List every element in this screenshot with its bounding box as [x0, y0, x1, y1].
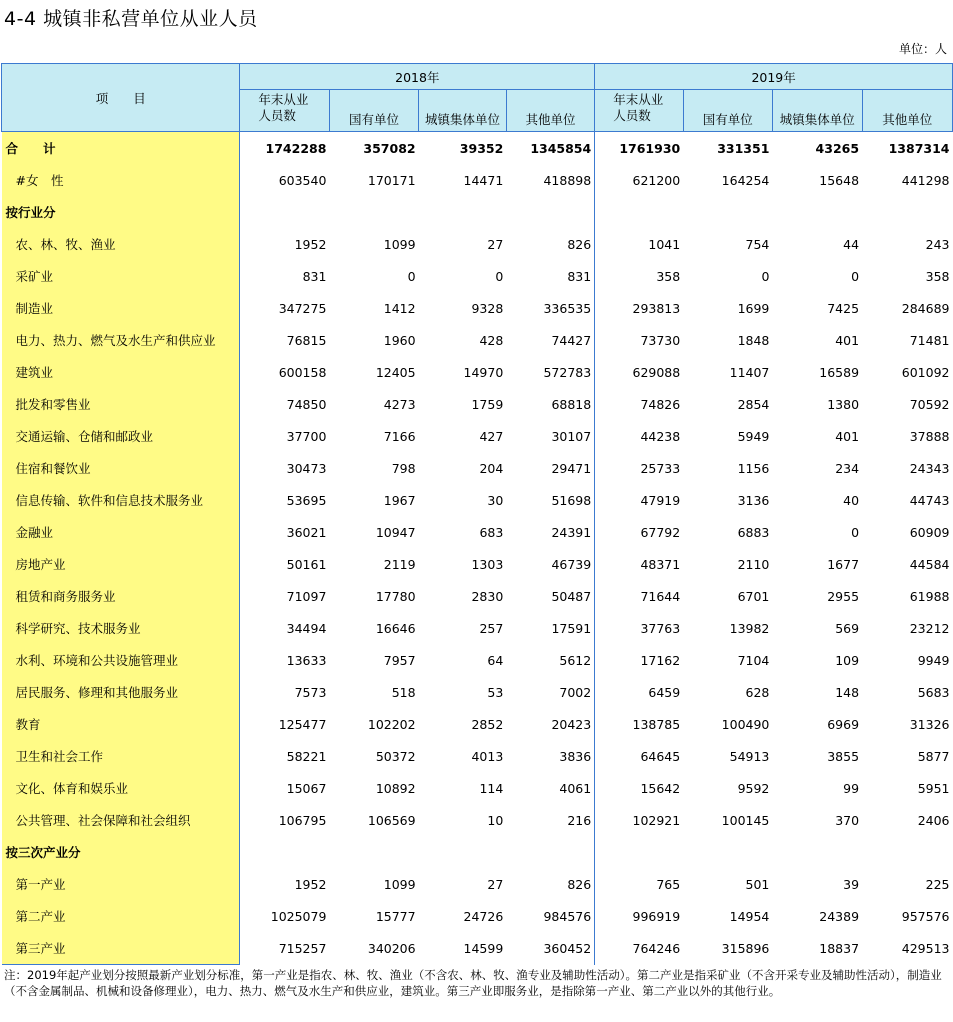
cell-value: 71644	[640, 588, 681, 604]
cell-value: 60909	[909, 524, 950, 540]
header-year-2019: 2019年	[595, 64, 953, 90]
header-col-2019-3: 其他单位	[862, 90, 952, 132]
cell-value: 621200	[632, 172, 681, 188]
cell-value: 2119	[383, 556, 416, 572]
cell-value: 370	[835, 812, 860, 828]
cell-value: 831	[302, 268, 327, 284]
row-label: 采矿业	[2, 260, 240, 292]
table-row	[2, 260, 953, 292]
cell-value: 1099	[383, 236, 416, 252]
cell-value: 16646	[375, 620, 416, 636]
table-row	[2, 292, 953, 324]
cell-value: 37888	[909, 428, 950, 444]
cell-value: 1761930	[619, 140, 681, 156]
cell-value: 1380	[827, 396, 860, 412]
cell-value: 50487	[506, 580, 594, 612]
cell-value: 102921	[632, 812, 681, 828]
cell-value: 340206	[367, 940, 416, 956]
cell-value: 715257	[278, 940, 327, 956]
cell-value: 996919	[632, 908, 681, 924]
cell-value	[240, 196, 330, 228]
cell-value: 24391	[506, 516, 594, 548]
table-row	[2, 420, 953, 452]
cell-value: 99	[843, 780, 860, 796]
row-label: 住宿和餐饮业	[2, 452, 240, 484]
cell-value: 441298	[901, 172, 950, 188]
cell-value: 5683	[917, 684, 950, 700]
cell-value: 6969	[827, 716, 860, 732]
cell-value: 765	[656, 876, 681, 892]
header-col-2018-2: 城镇集体单位	[419, 90, 507, 132]
cell-value: 1099	[383, 876, 416, 892]
cell-value: 1967	[383, 492, 416, 508]
cell-value: 1759	[471, 396, 504, 412]
row-label: 第三产业	[2, 932, 240, 965]
cell-value: 1848	[737, 332, 770, 348]
cell-value: 4061	[506, 772, 594, 804]
cell-value: 293813	[632, 300, 681, 316]
row-label: 卫生和社会工作	[2, 740, 240, 772]
cell-value: 764246	[632, 940, 681, 956]
header-col-2019-0: 年末从业 人员数	[595, 90, 684, 132]
row-label: 电力、热力、燃气及水生产和供应业	[2, 324, 240, 356]
cell-value	[862, 836, 952, 868]
cell-value: 44584	[909, 556, 950, 572]
row-label: 科学研究、技术服务业	[2, 612, 240, 644]
cell-value: 754	[745, 236, 770, 252]
row-label: 建筑业	[2, 356, 240, 388]
cell-value: 234	[835, 460, 860, 476]
cell-value: 358	[656, 268, 681, 284]
cell-value: 357082	[363, 140, 416, 156]
table-row	[2, 804, 953, 836]
cell-value: 64	[487, 652, 504, 668]
row-label: 交通运输、仓储和邮政业	[2, 420, 240, 452]
cell-value: 0	[761, 268, 770, 284]
row-label: 按三次产业分	[2, 836, 240, 868]
header-col-2019-1: 国有单位	[683, 90, 772, 132]
cell-value: 7166	[383, 428, 416, 444]
cell-value: 601092	[901, 364, 950, 380]
cell-value: 44238	[640, 428, 681, 444]
cell-value: 360452	[506, 932, 594, 965]
cell-value: 24726	[463, 908, 504, 924]
cell-value: 71481	[909, 332, 950, 348]
cell-value: 67792	[640, 524, 681, 540]
cell-value: 0	[851, 268, 860, 284]
header-item: 项 目	[2, 64, 240, 132]
table-row	[2, 612, 953, 644]
cell-value: 23212	[909, 620, 950, 636]
cell-value: 428	[479, 332, 504, 348]
table-row	[2, 900, 953, 932]
cell-value: 100490	[721, 716, 770, 732]
cell-value: 10892	[375, 780, 416, 796]
cell-value: 74826	[640, 396, 681, 412]
cell-value	[772, 196, 862, 228]
cell-value: 40	[843, 492, 860, 508]
cell-value: 1345854	[506, 132, 594, 165]
row-label: 水利、环境和公共设施管理业	[2, 644, 240, 676]
cell-value: 37700	[286, 428, 327, 444]
cell-value: 109	[835, 652, 860, 668]
cell-value: 20423	[506, 708, 594, 740]
cell-value	[683, 836, 772, 868]
cell-value: 53695	[286, 492, 327, 508]
cell-value: 74850	[286, 396, 327, 412]
cell-value: 1412	[383, 300, 416, 316]
cell-value	[506, 836, 594, 868]
cell-value: 70592	[909, 396, 950, 412]
cell-value	[683, 196, 772, 228]
cell-value: 401	[835, 428, 860, 444]
cell-value: 61988	[909, 588, 950, 604]
row-label: 公共管理、社会保障和社会组织	[2, 804, 240, 836]
cell-value: 957576	[901, 908, 950, 924]
cell-value: 170171	[367, 172, 416, 188]
page-title: 4-4 城镇非私营单位从业人员	[4, 8, 258, 30]
cell-value: 102202	[367, 716, 416, 732]
table-row	[2, 548, 953, 580]
cell-value: 13633	[286, 652, 327, 668]
cell-value: 50372	[375, 748, 416, 764]
cell-value	[772, 836, 862, 868]
header-col-2018-3: 其他单位	[506, 90, 594, 132]
cell-value: 1387314	[888, 140, 950, 156]
cell-value: 51698	[506, 484, 594, 516]
cell-value: 53	[487, 684, 504, 700]
cell-value: 7425	[827, 300, 860, 316]
header-col-2019-2: 城镇集体单位	[772, 90, 862, 132]
cell-value: 7957	[383, 652, 416, 668]
cell-value: 16589	[819, 364, 860, 380]
table-row	[2, 484, 953, 516]
cell-value: 628	[745, 684, 770, 700]
table-row	[2, 196, 953, 228]
cell-value: 418898	[506, 164, 594, 196]
cell-value: 331351	[717, 140, 770, 156]
cell-value: 2955	[827, 588, 860, 604]
cell-value	[595, 196, 684, 228]
table-row	[2, 932, 953, 965]
cell-value	[419, 196, 507, 228]
cell-value: 2110	[737, 556, 770, 572]
cell-value: 43265	[815, 140, 860, 156]
cell-value: 25733	[640, 460, 681, 476]
cell-value: 257	[479, 620, 504, 636]
row-label: 信息传输、软件和信息技术服务业	[2, 484, 240, 516]
cell-value: 5612	[506, 644, 594, 676]
row-label: 房地产业	[2, 548, 240, 580]
cell-value: 7002	[506, 676, 594, 708]
header-year-2018: 2018年	[240, 64, 595, 90]
cell-value: 73730	[640, 332, 681, 348]
cell-value: 629088	[632, 364, 681, 380]
data-table	[1, 63, 953, 965]
cell-value	[506, 196, 594, 228]
cell-value: 15777	[375, 908, 416, 924]
footnote: 注：2019年起产业划分按照最新产业划分标准，第一产业是指农、林、牧、渔业（不含农、林、牧、渔专业及辅助性活动）。第二产业是指采矿业（不含开采专业及辅助性活动），制造业（不含金属制品、机械和设备修理业），电力、热力、燃气及水生产和供应业，建筑业。第三产业即服务业，是指除第一产业、第二产业以外的其他行业。	[4, 968, 942, 998]
cell-value: 37763	[640, 620, 681, 636]
cell-value: 48371	[640, 556, 681, 572]
cell-value: 1952	[294, 236, 327, 252]
table-row	[2, 324, 953, 356]
cell-value: 3136	[737, 492, 770, 508]
cell-value: 427	[479, 428, 504, 444]
cell-value: 518	[391, 684, 416, 700]
cell-value	[419, 836, 507, 868]
table-row	[2, 132, 953, 165]
cell-value: 164254	[721, 172, 770, 188]
row-label: 制造业	[2, 292, 240, 324]
cell-value	[862, 196, 952, 228]
cell-value: 14970	[463, 364, 504, 380]
row-label: 批发和零售业	[2, 388, 240, 420]
cell-value: 315896	[721, 940, 770, 956]
cell-value: 0	[851, 524, 860, 540]
cell-value: 2406	[917, 812, 950, 828]
cell-value: 225	[925, 876, 950, 892]
table-row	[2, 516, 953, 548]
row-label: 合 计	[2, 132, 240, 165]
cell-value: 347275	[278, 300, 327, 316]
table-row	[2, 164, 953, 196]
cell-value: 4273	[383, 396, 416, 412]
cell-value: 15642	[640, 780, 681, 796]
cell-value: 0	[495, 268, 504, 284]
cell-value: 1041	[648, 236, 681, 252]
cell-value: 826	[506, 228, 594, 260]
cell-value: 501	[745, 876, 770, 892]
cell-value: 6459	[648, 684, 681, 700]
cell-value: 284689	[901, 300, 950, 316]
cell-value: 148	[835, 684, 860, 700]
cell-value: 1303	[471, 556, 504, 572]
cell-value: 2830	[471, 588, 504, 604]
cell-value: 14954	[729, 908, 770, 924]
cell-value: 243	[925, 236, 950, 252]
cell-value: 826	[506, 868, 594, 900]
cell-value: 34494	[286, 620, 327, 636]
header-col-2018-1: 国有单位	[329, 90, 418, 132]
table-row	[2, 708, 953, 740]
cell-value: 9328	[471, 300, 504, 316]
table-row	[2, 452, 953, 484]
table-row	[2, 228, 953, 260]
cell-value: 76815	[286, 332, 327, 348]
cell-value: 1699	[737, 300, 770, 316]
cell-value: 9592	[737, 780, 770, 796]
cell-value: 11407	[729, 364, 770, 380]
cell-value: 17780	[375, 588, 416, 604]
cell-value: 29471	[506, 452, 594, 484]
cell-value: 5949	[737, 428, 770, 444]
cell-value: 336535	[506, 292, 594, 324]
row-label: #女 性	[2, 164, 240, 196]
cell-value: 71097	[286, 588, 327, 604]
cell-value: 3855	[827, 748, 860, 764]
unit-label: 单位：人	[898, 42, 947, 56]
cell-value: 39352	[459, 140, 504, 156]
cell-value: 569	[835, 620, 860, 636]
cell-value: 14599	[463, 940, 504, 956]
cell-value: 17162	[640, 652, 681, 668]
cell-value	[240, 836, 330, 868]
cell-value: 6701	[737, 588, 770, 604]
cell-value: 1960	[383, 332, 416, 348]
row-label: 农、林、牧、渔业	[2, 228, 240, 260]
cell-value: 2852	[471, 716, 504, 732]
table-row	[2, 644, 953, 676]
cell-value: 572783	[506, 356, 594, 388]
cell-value: 600158	[278, 364, 327, 380]
cell-value: 58221	[286, 748, 327, 764]
cell-value: 15067	[286, 780, 327, 796]
cell-value: 12405	[375, 364, 416, 380]
cell-value: 204	[479, 460, 504, 476]
cell-value	[595, 836, 684, 868]
cell-value: 27	[487, 236, 504, 252]
cell-value: 14471	[463, 172, 504, 188]
cell-value: 401	[835, 332, 860, 348]
cell-value: 7104	[737, 652, 770, 668]
cell-value: 429513	[901, 940, 950, 956]
table-row	[2, 676, 953, 708]
cell-value: 114	[479, 780, 504, 796]
table-row	[2, 740, 953, 772]
cell-value: 64645	[640, 748, 681, 764]
cell-value: 9949	[917, 652, 950, 668]
cell-value: 0	[407, 268, 416, 284]
header-col-2018-0: 年末从业 人员数	[240, 90, 330, 132]
table-row	[2, 836, 953, 868]
cell-value: 798	[391, 460, 416, 476]
cell-value: 7573	[294, 684, 327, 700]
cell-value: 30473	[286, 460, 327, 476]
cell-value: 30	[487, 492, 504, 508]
cell-value: 984576	[506, 900, 594, 932]
table-row	[2, 356, 953, 388]
row-label: 第一产业	[2, 868, 240, 900]
cell-value: 47919	[640, 492, 681, 508]
cell-value: 44	[843, 236, 860, 252]
cell-value: 15648	[819, 172, 860, 188]
cell-value: 17591	[506, 612, 594, 644]
cell-value: 125477	[278, 716, 327, 732]
cell-value: 106569	[367, 812, 416, 828]
cell-value: 1742288	[265, 140, 327, 156]
row-label: 按行业分	[2, 196, 240, 228]
cell-value: 216	[506, 804, 594, 836]
row-label: 教育	[2, 708, 240, 740]
cell-value: 39	[843, 876, 860, 892]
cell-value: 36021	[286, 524, 327, 540]
cell-value: 44743	[909, 492, 950, 508]
cell-value: 74427	[506, 324, 594, 356]
cell-value: 831	[506, 260, 594, 292]
cell-value: 358	[925, 268, 950, 284]
table-row	[2, 868, 953, 900]
cell-value: 31326	[909, 716, 950, 732]
cell-value	[329, 836, 418, 868]
cell-value: 27	[487, 876, 504, 892]
cell-value: 50161	[286, 556, 327, 572]
row-label: 居民服务、修理和其他服务业	[2, 676, 240, 708]
cell-value: 683	[479, 524, 504, 540]
row-label: 第二产业	[2, 900, 240, 932]
table-row	[2, 388, 953, 420]
cell-value: 18837	[819, 940, 860, 956]
cell-value: 10	[487, 812, 504, 828]
cell-value: 54913	[729, 748, 770, 764]
cell-value: 6883	[737, 524, 770, 540]
cell-value: 1025079	[270, 908, 327, 924]
cell-value: 46739	[506, 548, 594, 580]
cell-value: 1677	[827, 556, 860, 572]
cell-value: 10947	[375, 524, 416, 540]
cell-value	[329, 196, 418, 228]
cell-value: 1952	[294, 876, 327, 892]
table-row	[2, 772, 953, 804]
cell-value: 106795	[278, 812, 327, 828]
cell-value: 5951	[917, 780, 950, 796]
cell-value: 1156	[737, 460, 770, 476]
cell-value: 2854	[737, 396, 770, 412]
cell-value: 30107	[506, 420, 594, 452]
row-label: 金融业	[2, 516, 240, 548]
table-row	[2, 580, 953, 612]
row-label: 租赁和商务服务业	[2, 580, 240, 612]
cell-value: 3836	[506, 740, 594, 772]
cell-value: 13982	[729, 620, 770, 636]
cell-value: 138785	[632, 716, 681, 732]
cell-value: 5877	[917, 748, 950, 764]
cell-value: 24343	[909, 460, 950, 476]
cell-value: 4013	[471, 748, 504, 764]
cell-value: 100145	[721, 812, 770, 828]
row-label: 文化、体育和娱乐业	[2, 772, 240, 804]
cell-value: 24389	[819, 908, 860, 924]
cell-value: 68818	[506, 388, 594, 420]
cell-value: 603540	[278, 172, 327, 188]
